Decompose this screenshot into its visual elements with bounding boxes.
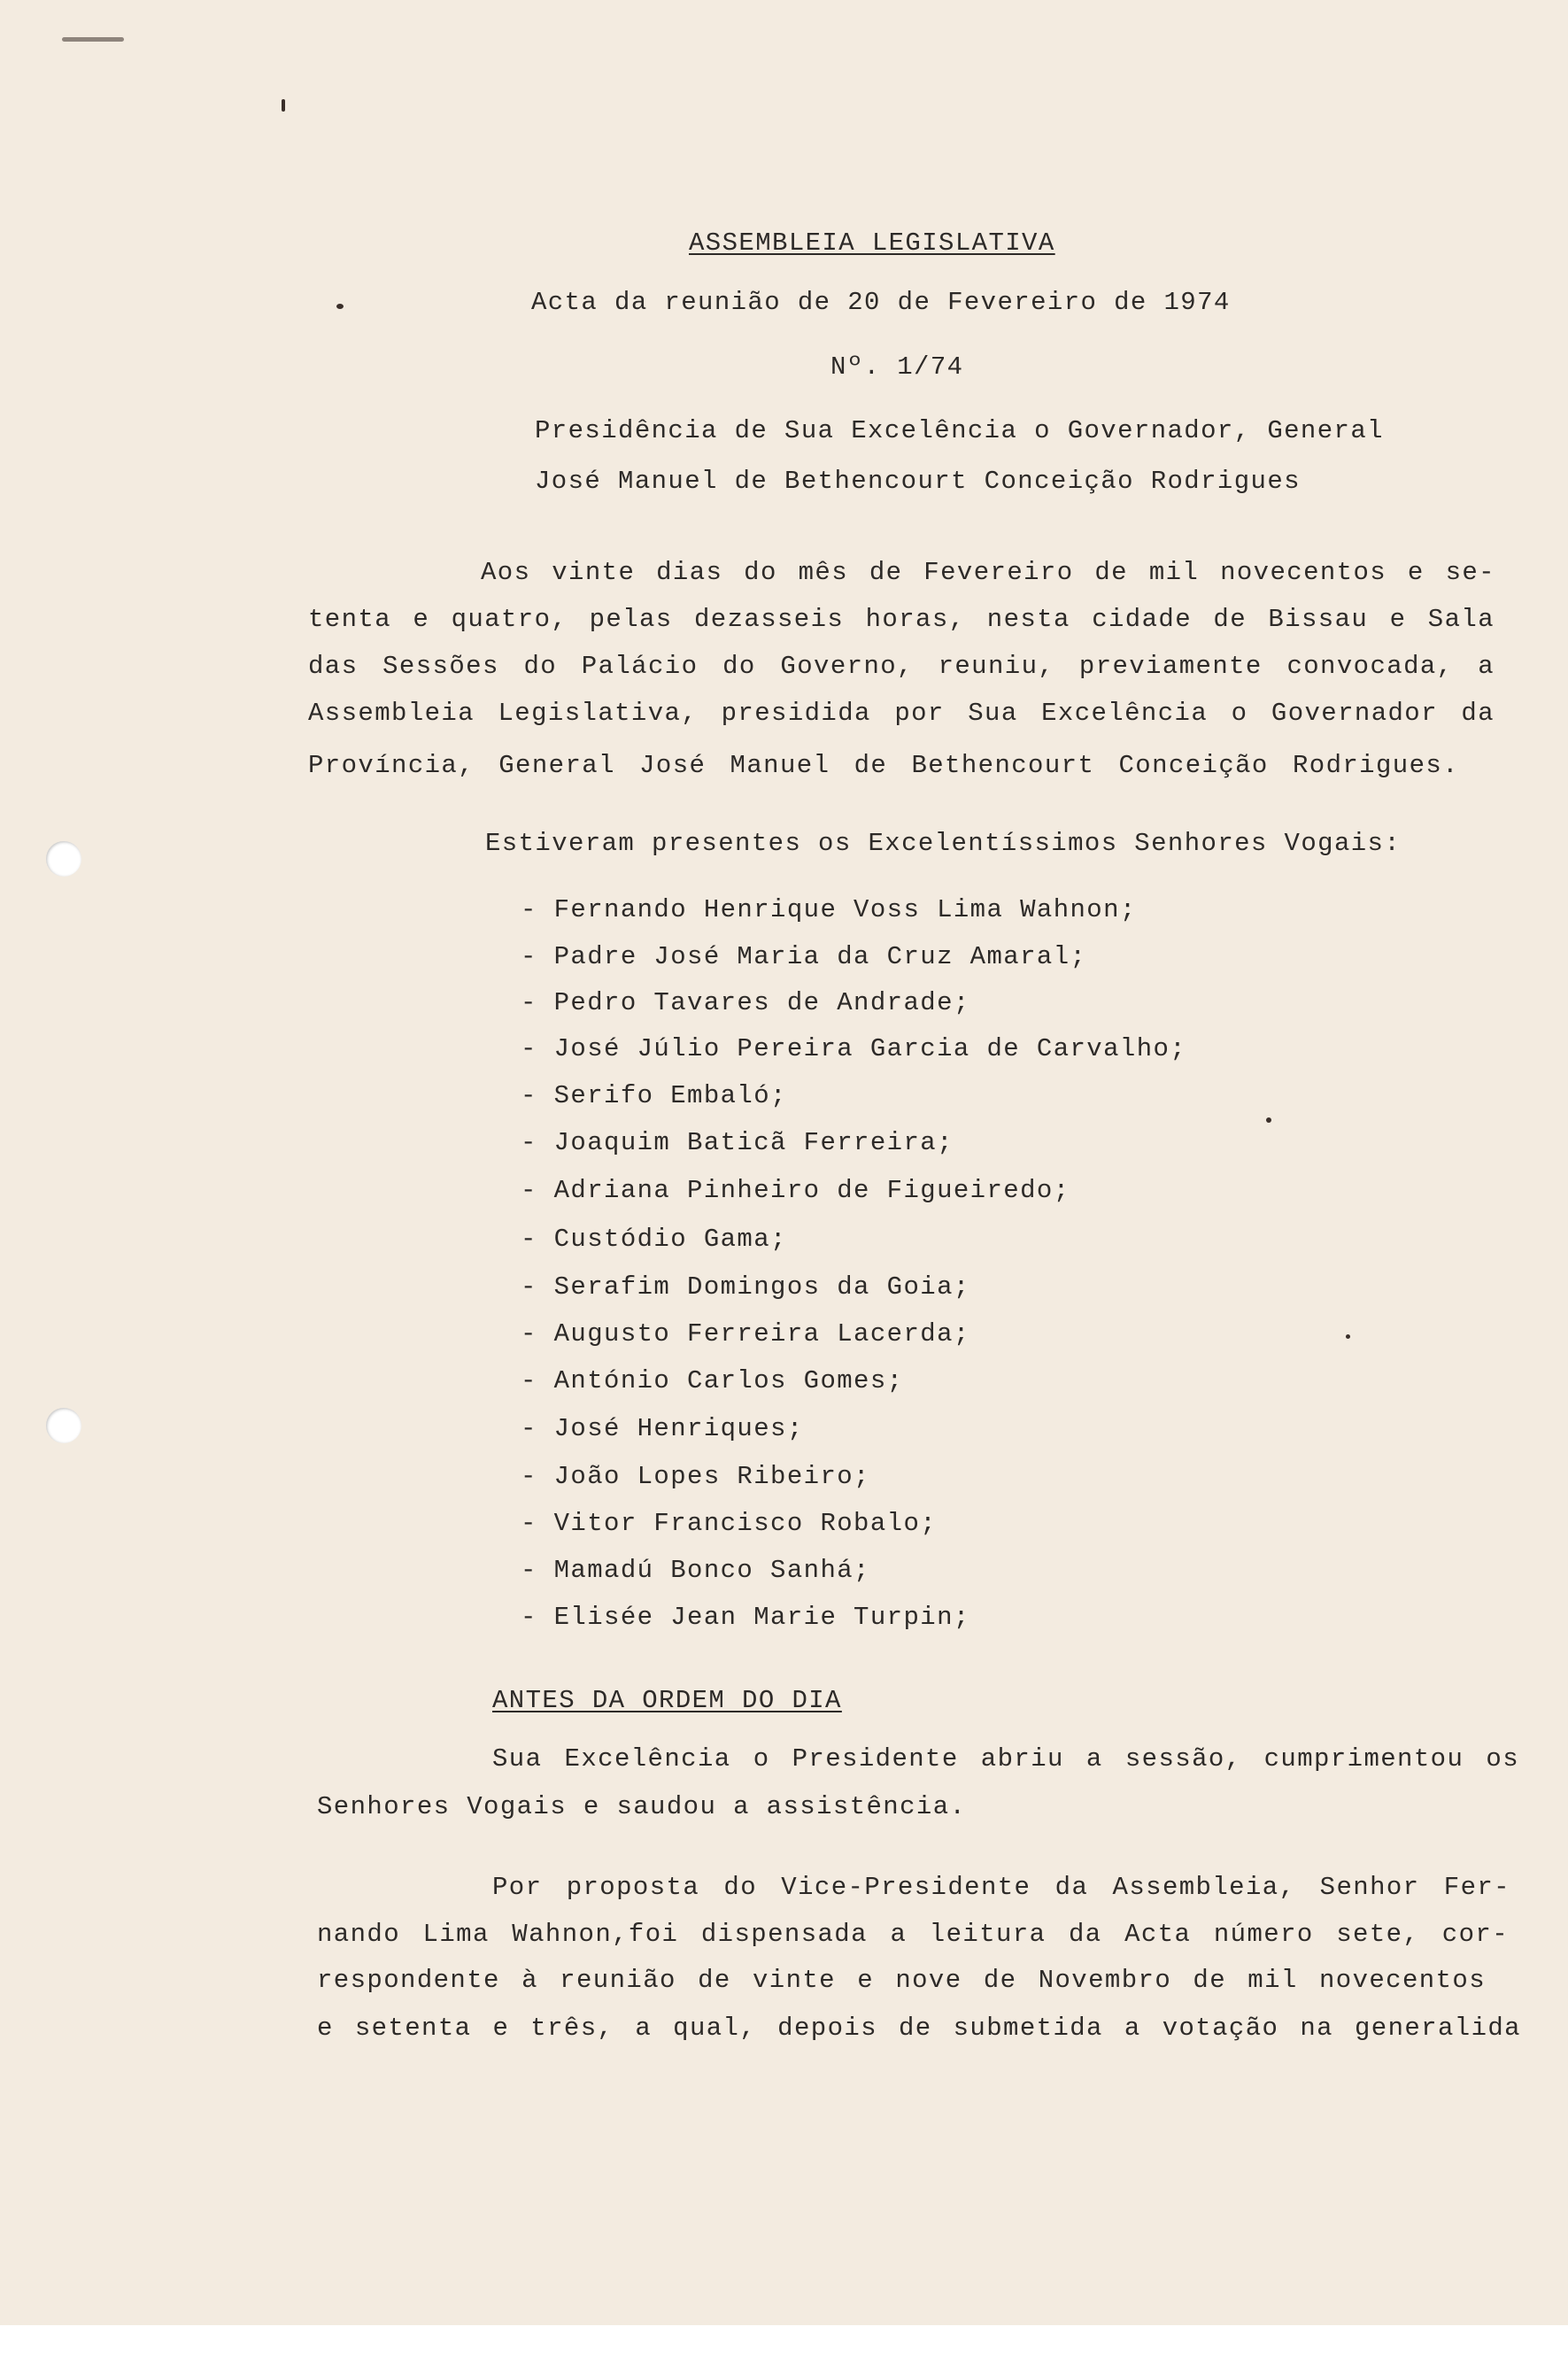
document-subheading: Acta da reunião de 20 de Fevereiro de 1974 xyxy=(531,288,1231,317)
opening-paragraph-line: Assembleia Legislativa, presidida por Sua Excelência o Governador da xyxy=(308,699,1495,728)
vogal-list-item: - Joaquim Baticã Ferreira; xyxy=(521,1128,954,1157)
ink-speck xyxy=(1266,1117,1271,1123)
ink-speck xyxy=(282,99,285,112)
ink-speck xyxy=(1346,1334,1350,1339)
opening-paragraph-line: Aos vinte dias do mês de Fevereiro de mil novecentos e se- xyxy=(481,558,1495,587)
presidency-line: Presidência de Sua Excelência o Governador, General xyxy=(535,416,1384,445)
section-paragraph-line: Senhores Vogais e saudou a assistência. xyxy=(317,1792,967,1821)
ink-speck xyxy=(62,37,124,42)
vogal-list-item: - Vitor Francisco Robalo; xyxy=(521,1509,938,1538)
vogal-list-item: - José Júlio Pereira Garcia de Carvalho; xyxy=(521,1034,1187,1063)
punch-hole-lower xyxy=(46,1408,81,1443)
vogal-list-item: - Augusto Ferreira Lacerda; xyxy=(521,1319,970,1349)
ink-speck xyxy=(336,304,344,309)
section-paragraph-line: Por proposta do Vice-Presidente da Assembleia, Senhor Fer- xyxy=(492,1873,1510,1902)
vogal-list-item: - Serafim Domingos da Goia; xyxy=(521,1272,970,1302)
opening-paragraph-line: Província, General José Manuel de Bethencourt Conceição Rodrigues. xyxy=(308,751,1459,780)
vogal-list-item: - Pedro Tavares de Andrade; xyxy=(521,988,970,1017)
punch-hole-upper xyxy=(46,841,81,877)
vogal-list-item: - António Carlos Gomes; xyxy=(521,1366,904,1395)
section-paragraph-line: e setenta e três, a qual, depois de submetida a votação na generalida xyxy=(317,2014,1521,2043)
vogal-list-item: - José Henriques; xyxy=(521,1414,804,1443)
vogal-list-item: - Elisée Jean Marie Turpin; xyxy=(521,1603,970,1632)
vogal-list-item: - Serifo Embaló; xyxy=(521,1081,787,1110)
section-paragraph-line: nando Lima Wahnon,foi dispensada a leitura da Acta número sete, cor- xyxy=(317,1920,1509,1949)
section-paragraph-line: respondente à reunião de vinte e nove de Novembro de mil novecentos xyxy=(317,1966,1486,1995)
attendance-intro: Estiveram presentes os Excelentíssimos Senhores Vogais: xyxy=(485,829,1402,858)
presidency-line: José Manuel de Bethencourt Conceição Rodrigues xyxy=(535,467,1301,496)
vogal-list-item: - Custódio Gama; xyxy=(521,1225,787,1254)
document-heading: ASSEMBLEIA LEGISLATIVA xyxy=(689,228,1055,258)
opening-paragraph-line: das Sessões do Palácio do Governo, reuniu, previamente convocada, a xyxy=(308,652,1495,681)
section-title: ANTES DA ORDEM DO DIA xyxy=(492,1686,842,1715)
vogal-list-item: - Mamadú Bonco Sanhá; xyxy=(521,1556,870,1585)
document-number: Nº. 1/74 xyxy=(830,352,964,382)
vogal-list-item: - Padre José Maria da Cruz Amaral; xyxy=(521,942,1087,971)
vogal-list-item: - Fernando Henrique Voss Lima Wahnon; xyxy=(521,895,1137,924)
vogal-list-item: - João Lopes Ribeiro; xyxy=(521,1462,870,1491)
section-paragraph-line: Sua Excelência o Presidente abriu a sessão, cumprimentou os xyxy=(492,1744,1519,1774)
opening-paragraph-line: tenta e quatro, pelas dezasseis horas, nesta cidade de Bissau e Sala xyxy=(308,605,1495,634)
vogal-list-item: - Adriana Pinheiro de Figueiredo; xyxy=(521,1176,1070,1205)
